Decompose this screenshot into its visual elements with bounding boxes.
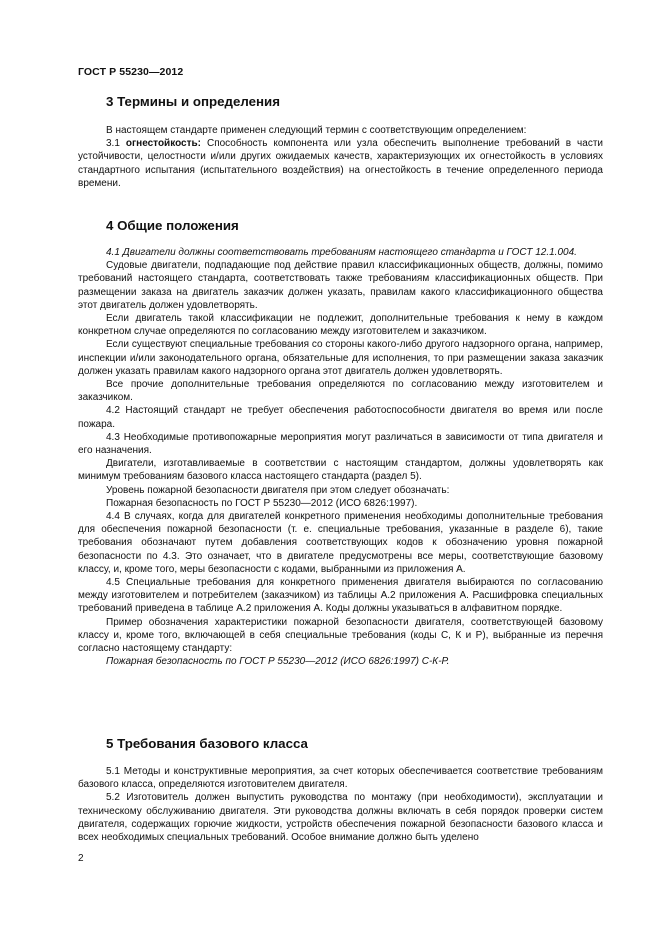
- section-3-body: [78, 124, 603, 190]
- paragraph: Пожарная безопасность по ГОСТ Р 55230—2012 (ИСО 6826:1997).: [106, 497, 418, 509]
- document-header: ГОСТ Р 55230—2012: [78, 66, 184, 78]
- paragraph: 4.3 Необходимые противопожарные мероприятия могут различаться в зависимости от типа двигателя и его назначения.: [78, 431, 603, 457]
- paragraph: Пожарная безопасность по ГОСТ Р 55230—2012 (ИСО 6826:1997) С-К-Р.: [106, 656, 450, 668]
- paragraph: 4.5 Специальные требования для конкретного применения двигателя выбираются по согласованию между изготовителем и потребителем (заказчиком) из таблицы А.2 приложения А. Расшифровка специальных требований приведена в таблице А.2 приложения А. Коды должны указываться в алфавитном порядке.: [78, 577, 603, 615]
- paragraph: 4.2 Настоящий стандарт не требует обеспечения работоспособности двигателя во время или после пожара.: [78, 405, 603, 430]
- paragraph: Уровень пожарной безопасности двигателя при этом следует обозначать:: [106, 484, 450, 496]
- paragraph: Пример обозначения характеристики пожарной безопасности двигателя, соответствующей базовому классу и, кроме того, включающей в себя специальные требования (коды С, К и Р), выбранные из перечня согласно настоящему стандарту:: [78, 616, 603, 655]
- section-3-title: 3 Термины и определения: [106, 94, 280, 109]
- paragraph: Если существуют специальные требования со стороны какого-либо другого надзорного органа, например, инспекции и/или законодательного органа, обязательные для исполнения, то при размещении заказа заказчик должен указать правилам какого надзорного органа этот двигатель должен удовлетворять.: [78, 339, 603, 377]
- section-5-body: [78, 765, 603, 844]
- paragraph: В настоящем стандарте применен следующий термин с соответствующим определением:: [106, 125, 527, 136]
- paragraph: 3.1 огнестойкость: Способность компонента или узла обеспечить выполнение требований в части устойчивости, целостности и/или других ожидаемых качеств, характеризующих их огнестойкость в условиях стандартного испытания (испытательного воздействия) на огнестойкость в течение определенного периода времени.: [78, 138, 603, 189]
- section-4-body: [78, 246, 603, 669]
- paragraph: Двигатели, изготавливаемые в соответствии с настоящим стандартом, должны удовлетворять как минимум требованиям базового класса настоящего стандарта (раздел 5).: [78, 458, 603, 483]
- paragraph: Судовые двигатели, подпадающие под действие правил классификационных обществ, должны, помимо требований настоящего стандарта, соответствовать также требованиям классификационных обществ. При размещении заказа на двигатель заказчик должен указать, правилам какого классификационного общества этот двигатель должен удовлетворять.: [78, 260, 603, 311]
- page-number: 2: [78, 853, 84, 864]
- paragraph: 5.2 Изготовитель должен выпустить руководства по монтажу (при необходимости), эксплуатации и техническому обслуживанию двигателя. Эти руководства должны включать в себя порядок проверки систем двигателя, содержащих горючие жидкости, устройств обеспечения пожарной безопасности базового класса и всех необходимых специальных требований. Особое внимание должно быть уделено: [78, 792, 603, 844]
- paragraph: Если двигатель такой классификации не подлежит, дополнительные требования к нему в каждом конкретном случае определяются по согласованию между изготовителем и заказчиком.: [78, 313, 603, 338]
- paragraph: 5.1 Методы и конструктивные мероприятия, за счет которых обеспечивается соответствие требованиям базового класса, определяются изготовителем двигателя.: [78, 766, 603, 791]
- paragraph: 4.4 В случаях, когда для двигателей конкретного применения необходимы дополнительные требования для обеспечения пожарной безопасности (т. е. специальные требования, указанные в разделе 6), такие требования обозначают путем добавления соответствующих кодов к обозначению уровня пожарной безопасности по 4.3. Это означает, что в двигателе предусмотрены все меры, соответствующие базовому классу, и, кроме того, меры безопасности с кодами, выбранными из приложения А.: [78, 511, 603, 575]
- paragraph: Все прочие дополнительные требования определяются по согласованию между изготовителем и заказчиком.: [78, 379, 603, 404]
- section-4-title: 4 Общие положения: [106, 218, 239, 233]
- section-5-title: 5 Требования базового класса: [106, 736, 308, 751]
- paragraph: 4.1 Двигатели должны соответствовать требованиям настоящего стандарта и ГОСТ 12.1.004.: [106, 247, 577, 258]
